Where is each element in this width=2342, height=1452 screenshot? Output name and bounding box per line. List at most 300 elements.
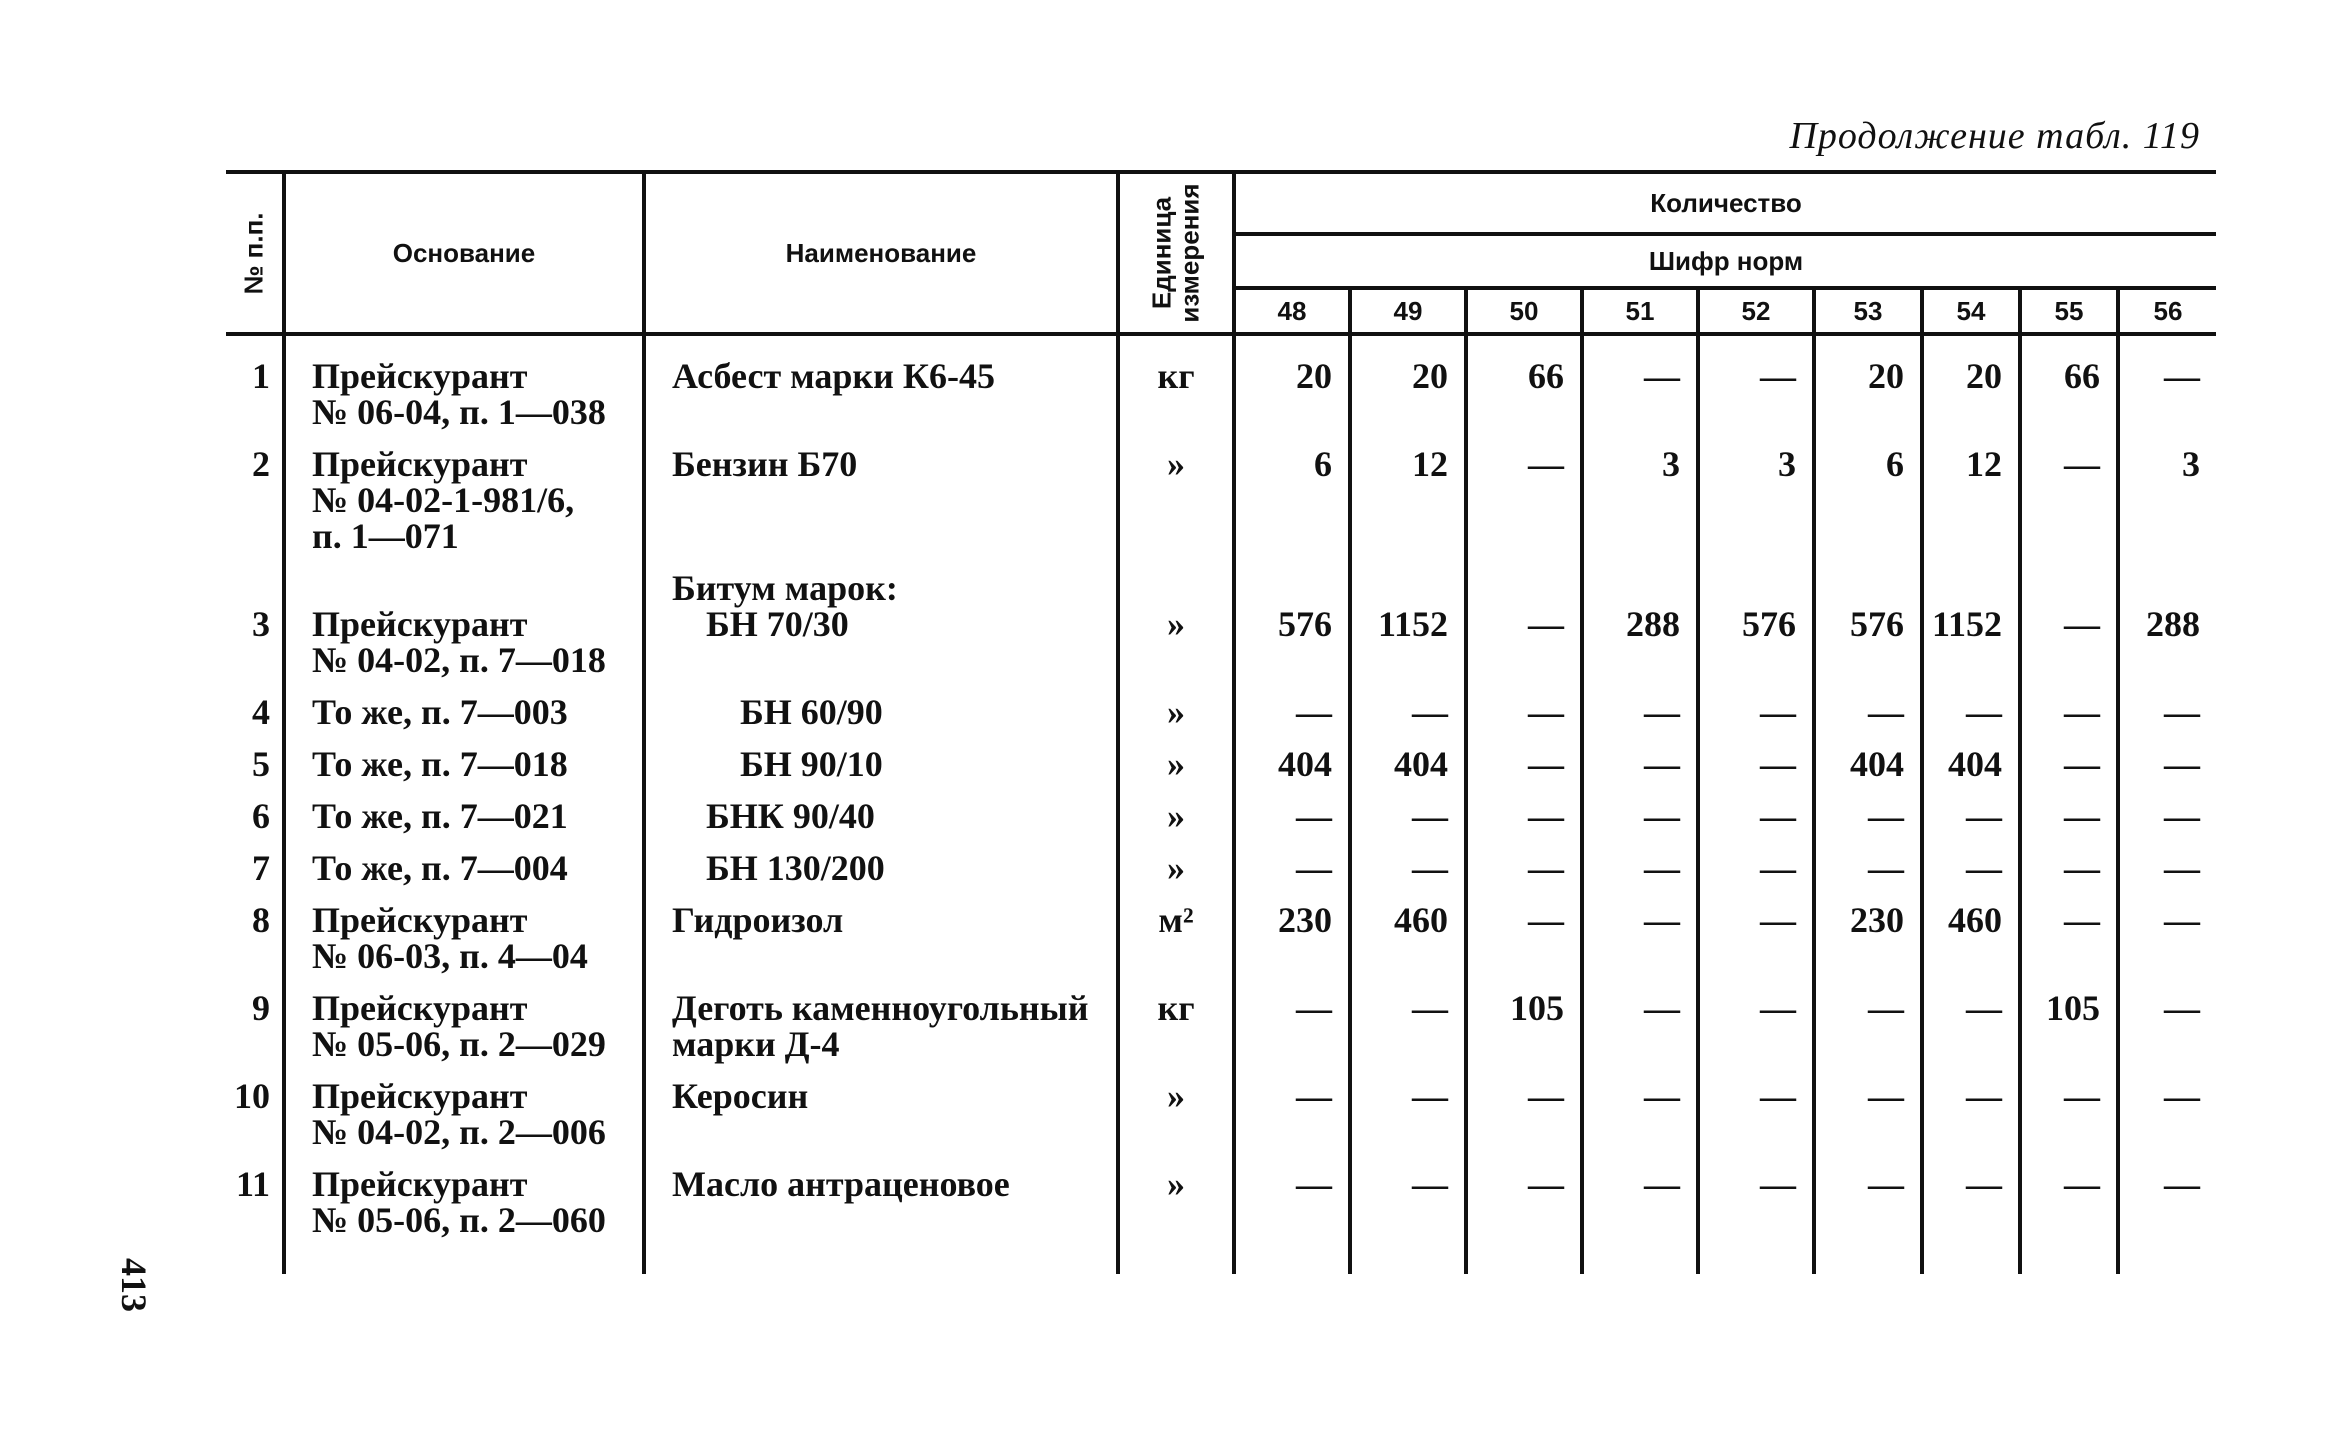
header-quantity: Количество bbox=[1234, 172, 2216, 234]
name-line: Гидроизол bbox=[672, 900, 844, 940]
quantity-cell bbox=[1582, 694, 1698, 746]
quantity-value: 576 bbox=[1850, 604, 1904, 644]
quantity-cell bbox=[1814, 694, 1922, 746]
quantity-value: — bbox=[1412, 692, 1448, 732]
quantity-cell bbox=[1582, 1166, 1698, 1254]
quantity-cell bbox=[1814, 798, 1922, 850]
table-spacer-row bbox=[226, 1254, 2216, 1274]
basis-line: № 04-02-1-981/6, bbox=[312, 480, 575, 520]
basis-line: Прейскурант bbox=[312, 1164, 528, 1204]
quantity-cell bbox=[2020, 1078, 2118, 1166]
table-row bbox=[226, 1078, 2216, 1166]
quantity-value: — bbox=[2064, 848, 2100, 888]
basis-line: Прейскурант bbox=[312, 900, 528, 940]
row-name bbox=[644, 694, 1118, 746]
table-header bbox=[226, 172, 2216, 334]
row-number bbox=[226, 990, 284, 1078]
row-basis bbox=[284, 334, 644, 446]
row-basis bbox=[284, 446, 644, 570]
row-number-text: 9 bbox=[252, 988, 270, 1028]
header-row-number: № п.п. bbox=[226, 172, 284, 334]
quantity-cell bbox=[1814, 746, 1922, 798]
header-unit bbox=[1118, 172, 1234, 334]
quantity-value: — bbox=[1760, 796, 1796, 836]
quantity-value: 460 bbox=[1948, 900, 2002, 940]
quantity-cell bbox=[1466, 990, 1582, 1078]
unit-text: » bbox=[1167, 796, 1185, 836]
quantity-cell bbox=[1350, 446, 1466, 570]
quantity-cell bbox=[1582, 1078, 1698, 1166]
row-number-text: 6 bbox=[252, 796, 270, 836]
quantity-value: — bbox=[1528, 444, 1564, 484]
quantity-value: — bbox=[1296, 848, 1332, 888]
row-number bbox=[226, 1166, 284, 1254]
quantity-cell bbox=[1922, 1166, 2020, 1254]
table-row bbox=[226, 850, 2216, 902]
name-line: Бензин Б70 bbox=[672, 444, 858, 484]
row-basis bbox=[284, 850, 644, 902]
row-name bbox=[644, 446, 1118, 570]
quantity-value: 576 bbox=[1278, 604, 1332, 644]
name-line: БН 70/30 bbox=[706, 604, 849, 644]
basis-line: № 05-06, п. 2—060 bbox=[312, 1200, 606, 1240]
quantity-value: — bbox=[1868, 1164, 1904, 1204]
quantity-cell bbox=[2118, 746, 2216, 798]
quantity-value: — bbox=[2064, 604, 2100, 644]
header-codes: Шифр норм bbox=[1234, 234, 2216, 288]
page-number: 413 bbox=[114, 1258, 154, 1312]
row-unit bbox=[1118, 902, 1234, 990]
spacer-cell bbox=[2020, 1254, 2118, 1274]
row-name bbox=[644, 334, 1118, 446]
quantity-value: 12 bbox=[1966, 444, 2002, 484]
quantity-value: — bbox=[1760, 1076, 1796, 1116]
quantity-cell bbox=[1466, 1166, 1582, 1254]
row-basis bbox=[284, 746, 644, 798]
header-code-49: 49 bbox=[1350, 288, 1466, 334]
quantity-value: — bbox=[1528, 796, 1564, 836]
quantity-value: 1152 bbox=[1377, 604, 1448, 644]
quantity-cell bbox=[1466, 334, 1582, 446]
quantity-value: — bbox=[1868, 1076, 1904, 1116]
header-code-52: 52 bbox=[1698, 288, 1814, 334]
quantity-cell bbox=[2118, 798, 2216, 850]
quantity-cell bbox=[1698, 902, 1814, 990]
quantity-value: — bbox=[1528, 604, 1564, 644]
quantity-cell bbox=[1582, 570, 1698, 694]
quantity-value: — bbox=[1528, 1076, 1564, 1116]
quantity-cell bbox=[1466, 746, 1582, 798]
header-code-50: 50 bbox=[1466, 288, 1582, 334]
quantity-value: — bbox=[1966, 1164, 2002, 1204]
quantity-value: 1152 bbox=[1931, 604, 2002, 644]
table-row bbox=[226, 694, 2216, 746]
row-name bbox=[644, 902, 1118, 990]
row-name bbox=[644, 1166, 1118, 1254]
unit-text: » bbox=[1167, 1076, 1185, 1116]
header-basis: Основание bbox=[284, 172, 644, 334]
spacer-cell bbox=[1466, 1254, 1582, 1274]
quantity-cell bbox=[1582, 446, 1698, 570]
quantity-value: — bbox=[1868, 988, 1904, 1028]
quantity-cell bbox=[1814, 990, 1922, 1078]
row-unit bbox=[1118, 990, 1234, 1078]
quantity-cell bbox=[2118, 694, 2216, 746]
quantity-cell bbox=[2118, 990, 2216, 1078]
name-line: Деготь каменноугольный bbox=[672, 988, 1089, 1028]
quantity-cell bbox=[1922, 446, 2020, 570]
quantity-value: — bbox=[1644, 744, 1680, 784]
spacer-cell bbox=[1814, 1254, 1922, 1274]
quantity-value: — bbox=[1644, 1076, 1680, 1116]
quantity-value: 20 bbox=[1966, 356, 2002, 396]
quantity-value: — bbox=[2164, 900, 2201, 940]
name-line: Масло антраценовое bbox=[672, 1164, 1010, 1204]
quantity-value: — bbox=[2064, 744, 2100, 784]
row-basis bbox=[284, 902, 644, 990]
quantity-value: — bbox=[1528, 900, 1564, 940]
row-number-text: 2 bbox=[252, 444, 270, 484]
quantity-cell bbox=[1466, 694, 1582, 746]
quantity-value: 3 bbox=[1662, 444, 1680, 484]
row-name bbox=[644, 850, 1118, 902]
quantity-value: — bbox=[1528, 848, 1564, 888]
quantity-value: — bbox=[1528, 692, 1564, 732]
quantity-value: 105 bbox=[2046, 988, 2100, 1028]
row-name bbox=[644, 1078, 1118, 1166]
quantity-value: 12 bbox=[1412, 444, 1448, 484]
row-number bbox=[226, 446, 284, 570]
quantity-value: 66 bbox=[1528, 356, 1564, 396]
quantity-value: — bbox=[1760, 988, 1796, 1028]
quantity-value: — bbox=[1966, 692, 2002, 732]
quantity-cell bbox=[1698, 1078, 1814, 1166]
quantity-cell bbox=[1350, 746, 1466, 798]
quantity-value: — bbox=[2164, 692, 2201, 732]
quantity-cell bbox=[1466, 798, 1582, 850]
table-body bbox=[226, 334, 2216, 1274]
header-unit-line2: измерения bbox=[1175, 183, 1205, 323]
quantity-cell bbox=[2118, 850, 2216, 902]
table-row bbox=[226, 334, 2216, 446]
quantity-value: — bbox=[1760, 1164, 1796, 1204]
quantity-value: — bbox=[2064, 1076, 2100, 1116]
quantity-cell bbox=[2020, 334, 2118, 446]
quantity-value: 66 bbox=[2064, 356, 2100, 396]
quantity-value: — bbox=[1296, 1164, 1332, 1204]
header-code-55: 55 bbox=[2020, 288, 2118, 334]
basis-line: То же, п. 7—021 bbox=[312, 796, 568, 836]
quantity-value: — bbox=[1868, 796, 1904, 836]
row-number bbox=[226, 798, 284, 850]
header-code-51: 51 bbox=[1582, 288, 1698, 334]
row-number-text: 10 bbox=[234, 1076, 270, 1116]
quantity-value: — bbox=[2164, 988, 2201, 1028]
quantity-value: — bbox=[1412, 1076, 1448, 1116]
spacer-cell bbox=[1922, 1254, 2020, 1274]
quantity-value: — bbox=[1966, 1076, 2002, 1116]
quantity-cell bbox=[1922, 1078, 2020, 1166]
row-basis bbox=[284, 990, 644, 1078]
quantity-cell bbox=[1698, 746, 1814, 798]
quantity-cell bbox=[1234, 990, 1350, 1078]
quantity-cell bbox=[1814, 1078, 1922, 1166]
quantity-cell bbox=[1234, 1078, 1350, 1166]
quantity-value: — bbox=[1760, 692, 1796, 732]
quantity-value: — bbox=[1760, 900, 1796, 940]
quantity-cell bbox=[1466, 570, 1582, 694]
basis-line: № 04-02, п. 2—006 bbox=[312, 1112, 606, 1152]
spacer-cell bbox=[1350, 1254, 1466, 1274]
quantity-value: — bbox=[2064, 900, 2100, 940]
header-name: Наименование bbox=[644, 172, 1118, 334]
quantity-value: — bbox=[2164, 1164, 2201, 1204]
quantity-cell bbox=[1814, 902, 1922, 990]
name-line: Асбест марки К6-45 bbox=[672, 356, 995, 396]
basis-line: № 06-03, п. 4—04 bbox=[312, 936, 588, 976]
quantity-cell bbox=[1466, 850, 1582, 902]
name-line: Керосин bbox=[672, 1076, 809, 1116]
table-row bbox=[226, 990, 2216, 1078]
quantity-cell bbox=[1350, 798, 1466, 850]
quantity-value: 20 bbox=[1868, 356, 1904, 396]
quantity-value: — bbox=[2064, 1164, 2100, 1204]
header-code-48: 48 bbox=[1234, 288, 1350, 334]
name-line: БНК 90/40 bbox=[706, 796, 875, 836]
quantity-cell bbox=[1582, 990, 1698, 1078]
quantity-cell bbox=[1234, 446, 1350, 570]
quantity-value: — bbox=[2064, 692, 2100, 732]
quantity-value: — bbox=[2164, 848, 2201, 888]
spacer-cell bbox=[2118, 1254, 2216, 1274]
quantity-cell bbox=[1698, 798, 1814, 850]
quantity-cell bbox=[1922, 990, 2020, 1078]
quantity-cell bbox=[1698, 446, 1814, 570]
quantity-cell bbox=[1814, 1166, 1922, 1254]
quantity-cell bbox=[2118, 1078, 2216, 1166]
row-unit bbox=[1118, 746, 1234, 798]
name-line: БН 90/10 bbox=[740, 744, 883, 784]
row-number-text: 11 bbox=[235, 1164, 270, 1204]
header-unit-line1: Единица bbox=[1147, 196, 1177, 310]
header-code-56: 56 bbox=[2118, 288, 2216, 334]
basis-line: Прейскурант bbox=[312, 1076, 528, 1116]
row-number bbox=[226, 850, 284, 902]
name-line: БН 60/90 bbox=[740, 692, 883, 732]
quantity-value: 460 bbox=[1394, 900, 1448, 940]
unit-text: » bbox=[1167, 692, 1185, 732]
quantity-cell bbox=[1234, 746, 1350, 798]
row-unit bbox=[1118, 334, 1234, 446]
quantity-value: — bbox=[1296, 796, 1332, 836]
table-row bbox=[226, 746, 2216, 798]
row-unit bbox=[1118, 850, 1234, 902]
quantity-cell bbox=[1582, 850, 1698, 902]
quantity-cell bbox=[1234, 334, 1350, 446]
unit-text: кг bbox=[1157, 356, 1195, 396]
quantity-cell bbox=[2118, 446, 2216, 570]
quantity-cell bbox=[1698, 850, 1814, 902]
table-row bbox=[226, 798, 2216, 850]
row-number bbox=[226, 334, 284, 446]
quantity-cell bbox=[1814, 570, 1922, 694]
row-unit bbox=[1118, 1078, 1234, 1166]
quantity-value: — bbox=[1296, 692, 1332, 732]
quantity-cell bbox=[1922, 694, 2020, 746]
quantity-value: — bbox=[1296, 1076, 1332, 1116]
quantity-cell bbox=[1234, 694, 1350, 746]
quantity-cell bbox=[1582, 746, 1698, 798]
norms-table bbox=[226, 170, 2216, 1274]
quantity-cell bbox=[2020, 990, 2118, 1078]
quantity-value: 404 bbox=[1850, 744, 1904, 784]
basis-line: То же, п. 7—018 bbox=[312, 744, 568, 784]
name-group-header: Битум марок: bbox=[672, 568, 898, 608]
quantity-cell bbox=[1350, 570, 1466, 694]
row-unit bbox=[1118, 570, 1234, 694]
quantity-cell bbox=[2020, 694, 2118, 746]
quantity-cell bbox=[2020, 746, 2118, 798]
quantity-cell bbox=[1922, 570, 2020, 694]
quantity-value: 6 bbox=[1886, 444, 1904, 484]
row-number bbox=[226, 902, 284, 990]
table-row bbox=[226, 902, 2216, 990]
quantity-value: — bbox=[1868, 692, 1904, 732]
row-basis bbox=[284, 694, 644, 746]
table-row bbox=[226, 446, 2216, 570]
quantity-cell bbox=[1466, 1078, 1582, 1166]
header-code-53: 53 bbox=[1814, 288, 1922, 334]
spacer-cell bbox=[1234, 1254, 1350, 1274]
quantity-cell bbox=[2020, 850, 2118, 902]
basis-line: Прейскурант bbox=[312, 604, 528, 644]
quantity-value: — bbox=[1412, 796, 1448, 836]
quantity-cell bbox=[2020, 446, 2118, 570]
unit-text: » bbox=[1167, 444, 1185, 484]
quantity-value: — bbox=[1644, 692, 1680, 732]
quantity-cell bbox=[1922, 746, 2020, 798]
table-row bbox=[226, 1166, 2216, 1254]
quantity-value: 404 bbox=[1394, 744, 1448, 784]
basis-line: п. 1—071 bbox=[312, 516, 459, 556]
quantity-value: — bbox=[1644, 796, 1680, 836]
norms-table-container bbox=[226, 170, 2202, 1300]
quantity-cell bbox=[1698, 990, 1814, 1078]
quantity-cell bbox=[1922, 334, 2020, 446]
quantity-cell bbox=[1350, 902, 1466, 990]
row-name bbox=[644, 990, 1118, 1078]
quantity-cell bbox=[1350, 334, 1466, 446]
row-number-text: 5 bbox=[252, 744, 270, 784]
quantity-value: — bbox=[2164, 744, 2201, 784]
unit-text: кг bbox=[1157, 988, 1195, 1028]
quantity-cell bbox=[2020, 902, 2118, 990]
quantity-value: — bbox=[1528, 744, 1564, 784]
row-unit bbox=[1118, 1166, 1234, 1254]
quantity-value: — bbox=[1412, 1164, 1448, 1204]
quantity-value: 230 bbox=[1850, 900, 1904, 940]
quantity-value: 288 bbox=[1626, 604, 1680, 644]
basis-line: То же, п. 7—004 bbox=[312, 848, 568, 888]
header-code-54: 54 bbox=[1922, 288, 2020, 334]
quantity-value: — bbox=[1966, 988, 2002, 1028]
quantity-value: — bbox=[1412, 848, 1448, 888]
row-number-text: 4 bbox=[252, 692, 270, 732]
quantity-value: — bbox=[1760, 848, 1796, 888]
quantity-cell bbox=[2118, 1166, 2216, 1254]
quantity-cell bbox=[2020, 798, 2118, 850]
quantity-value: — bbox=[1644, 848, 1680, 888]
quantity-cell bbox=[1814, 850, 1922, 902]
quantity-value: — bbox=[2164, 1076, 2201, 1116]
quantity-cell bbox=[1814, 334, 1922, 446]
quantity-value: 288 bbox=[2146, 604, 2201, 644]
quantity-value: — bbox=[2164, 796, 2201, 836]
quantity-value: 576 bbox=[1742, 604, 1796, 644]
quantity-cell bbox=[2118, 902, 2216, 990]
quantity-value: — bbox=[1760, 356, 1796, 396]
quantity-cell bbox=[2118, 334, 2216, 446]
quantity-value: 230 bbox=[1278, 900, 1332, 940]
unit-text: » bbox=[1167, 1164, 1185, 1204]
spacer-cell bbox=[1698, 1254, 1814, 1274]
table-continuation-caption: Продолжение табл. 119 bbox=[1789, 115, 2200, 157]
row-name bbox=[644, 746, 1118, 798]
quantity-value: 6 bbox=[1314, 444, 1332, 484]
quantity-value: 20 bbox=[1296, 356, 1332, 396]
quantity-cell bbox=[1698, 334, 1814, 446]
row-number-text: 3 bbox=[252, 604, 270, 644]
quantity-cell bbox=[1466, 902, 1582, 990]
spacer-cell bbox=[644, 1254, 1118, 1274]
basis-line: Прейскурант bbox=[312, 988, 528, 1028]
quantity-value: — bbox=[1760, 744, 1796, 784]
quantity-cell bbox=[1350, 990, 1466, 1078]
quantity-value: — bbox=[1412, 988, 1448, 1028]
unit-text: » bbox=[1167, 604, 1185, 644]
quantity-cell bbox=[1922, 902, 2020, 990]
quantity-cell bbox=[1350, 694, 1466, 746]
quantity-value: 3 bbox=[1778, 444, 1796, 484]
quantity-cell bbox=[1582, 798, 1698, 850]
quantity-cell bbox=[1582, 334, 1698, 446]
name-line: марки Д-4 bbox=[672, 1024, 840, 1064]
quantity-value: — bbox=[1528, 1164, 1564, 1204]
row-basis bbox=[284, 798, 644, 850]
unit-text: м² bbox=[1158, 900, 1194, 940]
spacer-cell bbox=[1118, 1254, 1234, 1274]
basis-line: То же, п. 7—003 bbox=[312, 692, 568, 732]
quantity-cell bbox=[1350, 850, 1466, 902]
quantity-value: — bbox=[1296, 988, 1332, 1028]
row-name bbox=[644, 570, 1118, 694]
quantity-cell bbox=[1698, 1166, 1814, 1254]
row-basis bbox=[284, 1078, 644, 1166]
basis-line: Прейскурант bbox=[312, 444, 528, 484]
quantity-value: — bbox=[1644, 900, 1680, 940]
spacer-cell bbox=[284, 1254, 644, 1274]
quantity-cell bbox=[1922, 850, 2020, 902]
quantity-cell bbox=[1234, 798, 1350, 850]
row-number bbox=[226, 694, 284, 746]
quantity-value: — bbox=[1966, 848, 2002, 888]
row-number-text: 1 bbox=[252, 356, 270, 396]
quantity-value: 404 bbox=[1278, 744, 1332, 784]
quantity-value: — bbox=[1868, 848, 1904, 888]
unit-text: » bbox=[1167, 848, 1185, 888]
quantity-value: — bbox=[2164, 356, 2201, 396]
row-number-text: 8 bbox=[252, 900, 270, 940]
